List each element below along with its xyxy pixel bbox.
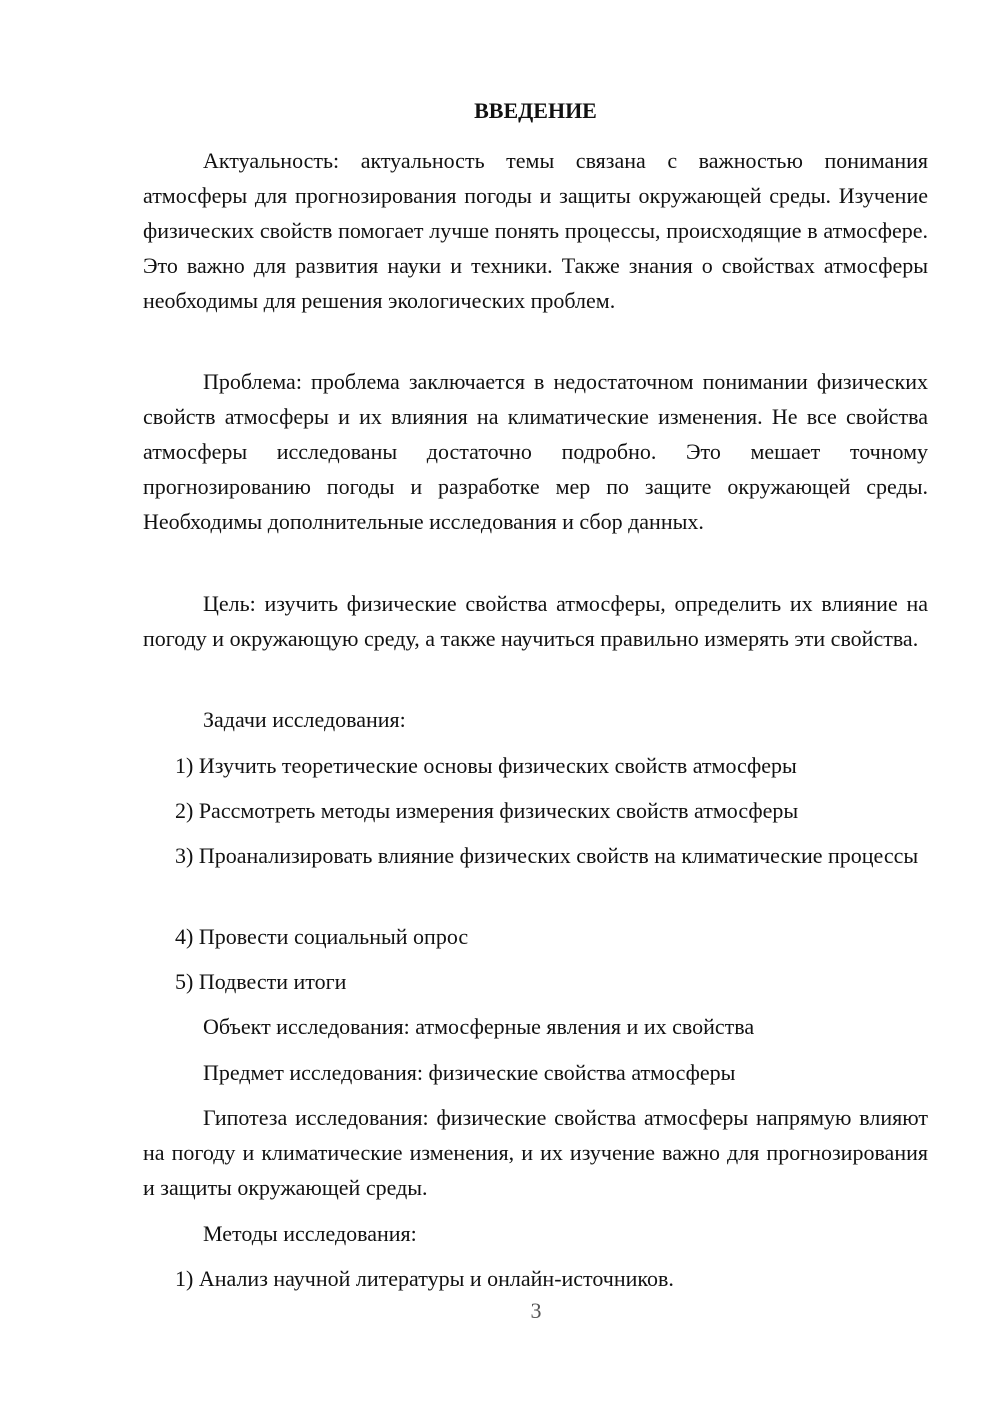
tasks-heading: Задачи исследования:	[203, 707, 406, 732]
task-item-5: 5) Подвести итоги	[175, 969, 347, 994]
task-item-3: 3) Проанализировать влияние физических свойств на климатические процессы	[175, 843, 919, 868]
page-number: 3	[530, 1298, 542, 1323]
task-item-1: 1) Изучить теоретические основы физических свойств атмосферы	[175, 753, 797, 778]
research-subject: Предмет исследования: физические свойства атмосферы	[203, 1060, 736, 1085]
task-item-2: 2) Рассмотреть методы измерения физических свойств атмосферы	[175, 798, 799, 823]
relevance-paragraph: Актуальность: актуальность темы связана с важностью понимания атмосферы для прогнозирования погоды и защиты окружающей среды. Изучение физических свойств помогает лучше понять процессы, происходящие в атмосфере. Это важно для развития науки и техники. Также знания о свойствах атмосферы необходимы для решения экологических проблем.	[143, 148, 928, 313]
section-title: ВВЕДЕНИЕ	[474, 98, 597, 123]
goal-paragraph: Цель: изучить физические свойства атмосферы, определить их влияние на погоду и окружающую среду, а также научиться правильно измерять эти свойства.	[143, 591, 928, 651]
task-item-4: 4) Провести социальный опрос	[175, 924, 469, 949]
problem-paragraph: Проблема: проблема заключается в недостаточном понимании физических свойств атмосферы и их влияния на климатические изменения. Не все свойства атмосферы исследованы достаточно подробно. Это мешает точному прогнозированию погоды и разработке мер по защите окружающей среды. Необходимы дополнительные исследования и сбор данных.	[143, 369, 928, 534]
research-hypothesis: Гипотеза исследования: физические свойства атмосферы напрямую влияют на погоду и климатические изменения, и их изучение важно для прогнозирования и защиты окружающей среды.	[143, 1105, 928, 1200]
method-item-1: 1) Анализ научной литературы и онлайн-источников.	[175, 1266, 674, 1291]
research-object: Объект исследования: атмосферные явления и их свойства	[203, 1014, 755, 1039]
methods-heading: Методы исследования:	[203, 1221, 417, 1246]
